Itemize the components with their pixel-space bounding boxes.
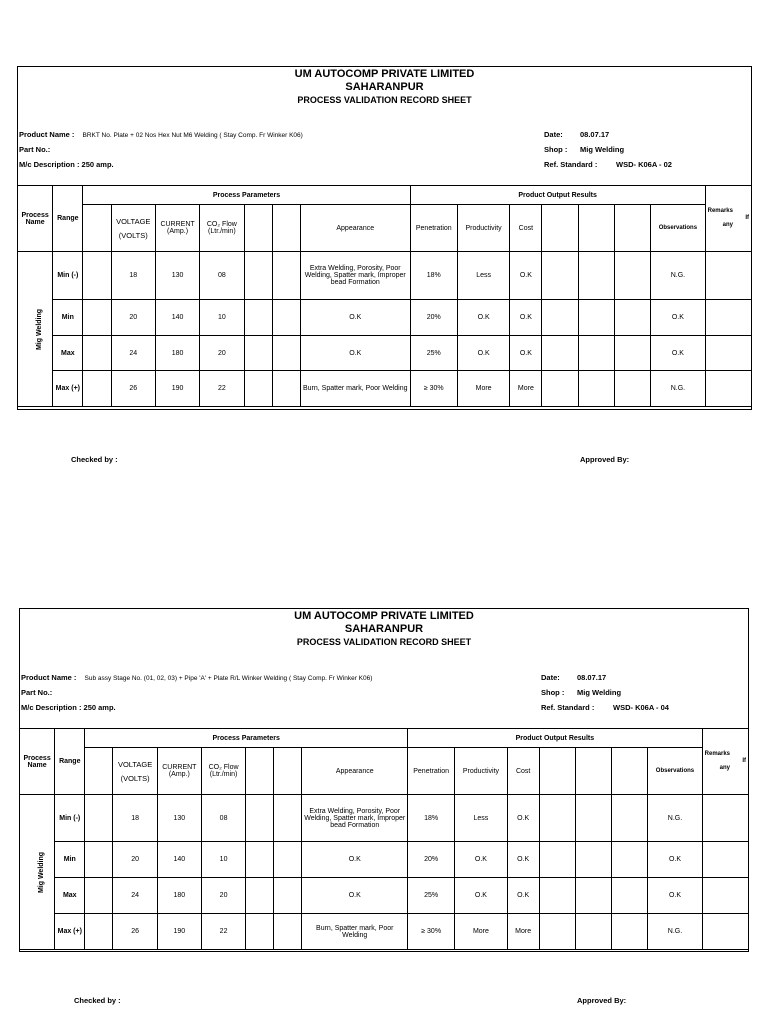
mc-description-label: M/c Description bbox=[19, 160, 75, 169]
cost-cell: O.K bbox=[510, 300, 542, 336]
shop-label: Shop : bbox=[541, 688, 565, 697]
blank-output-cell bbox=[575, 748, 611, 795]
co2-cell: 08 bbox=[200, 252, 244, 300]
shop-value: Mig Welding bbox=[577, 688, 622, 697]
blank-output-cell bbox=[612, 748, 648, 795]
current-cell: 190 bbox=[155, 371, 199, 407]
productivity-cell: More bbox=[457, 371, 509, 407]
process-name-header: Process Name bbox=[18, 186, 53, 252]
penetration-cell: 25% bbox=[408, 878, 455, 914]
penetration-cell: 20% bbox=[410, 300, 457, 336]
range-cell: Min (-) bbox=[55, 795, 85, 842]
observation-cell: O.K bbox=[651, 300, 705, 336]
co2-cell: 22 bbox=[200, 371, 244, 407]
ref-standard-label: Ref. Standard : bbox=[544, 160, 598, 169]
voltage-cell: 20 bbox=[113, 842, 157, 878]
observations-header: Observations bbox=[648, 748, 702, 795]
product-name-row bbox=[19, 130, 303, 139]
city-name: SAHARANPUR bbox=[345, 81, 424, 93]
blank-param-cell bbox=[83, 205, 111, 252]
observation-cell: N.G. bbox=[651, 252, 705, 300]
range-cell: Max bbox=[53, 336, 83, 371]
process-name-cell: Mig Welding bbox=[20, 795, 55, 950]
product-output-header: Product Output Results bbox=[410, 186, 705, 205]
current-cell: 140 bbox=[155, 300, 199, 336]
table-row bbox=[18, 371, 752, 407]
penetration-cell: ≥ 30% bbox=[410, 371, 457, 407]
cost-cell: More bbox=[507, 914, 539, 950]
observation-cell: O.K bbox=[648, 842, 702, 878]
date-value: 08.07.17 bbox=[577, 673, 607, 682]
range-cell: Max bbox=[55, 878, 85, 914]
approved-by-label: Approved By: bbox=[580, 455, 630, 464]
range-cell: Max (+) bbox=[53, 371, 83, 407]
range-cell: Min bbox=[53, 300, 83, 336]
voltage-cell: 26 bbox=[113, 914, 157, 950]
voltage-cell: 18 bbox=[113, 795, 157, 842]
appearance-cell: Extra Welding, Porosity, Poor Welding, Spatter mark, Improper bead Formation bbox=[302, 795, 408, 842]
observation-cell: N.G. bbox=[648, 914, 702, 950]
penetration-header: Penetration bbox=[410, 205, 457, 252]
penetration-cell: 20% bbox=[408, 842, 455, 878]
checked-by-label: Checked by : bbox=[71, 455, 118, 464]
observation-cell: N.G. bbox=[651, 371, 705, 407]
part-no-label: Part No.: bbox=[19, 145, 51, 154]
blank-param-cell bbox=[85, 748, 113, 795]
co2-cell: 10 bbox=[200, 300, 244, 336]
appearance-cell: Burn, Spatter mark, Poor Welding bbox=[302, 914, 408, 950]
observation-cell: N.G. bbox=[648, 795, 702, 842]
shop-value: Mig Welding bbox=[580, 145, 625, 154]
voltage-cell: 24 bbox=[111, 336, 155, 371]
product-name-value: BRKT No. Plate + 02 Nos Hex Nut M6 Welding ( Stay Comp. Fr Winker K06) bbox=[82, 132, 303, 139]
checked-by-label: Checked by : bbox=[74, 996, 121, 1005]
appearance-cell: O.K bbox=[302, 878, 408, 914]
current-cell: 190 bbox=[157, 914, 201, 950]
cost-cell: O.K bbox=[507, 842, 539, 878]
range-header: Range bbox=[55, 729, 85, 795]
appearance-cell: O.K bbox=[302, 842, 408, 878]
voltage-header: VOLTAGE (VOLTS) bbox=[113, 748, 157, 795]
penetration-header: Penetration bbox=[408, 748, 455, 795]
productivity-cell: O.K bbox=[455, 878, 507, 914]
part-no-label: Part No.: bbox=[21, 688, 53, 697]
city-name: SAHARANPUR bbox=[344, 623, 424, 635]
validation-table bbox=[17, 185, 752, 407]
table-row bbox=[18, 252, 752, 300]
ref-standard-value: WSD- K06A - 04 bbox=[613, 703, 669, 712]
voltage-cell: 20 bbox=[111, 300, 155, 336]
productivity-cell: O.K bbox=[457, 336, 509, 371]
productivity-cell: Less bbox=[457, 252, 509, 300]
shop-label: Shop : bbox=[544, 145, 568, 154]
remarks-header: Remarks If any bbox=[705, 186, 751, 252]
range-cell: Min (-) bbox=[53, 252, 83, 300]
table-row bbox=[20, 878, 749, 914]
current-header: CURRENT (Amp.) bbox=[155, 205, 199, 252]
productivity-header: Productivity bbox=[457, 205, 509, 252]
observation-cell: O.K bbox=[648, 878, 702, 914]
sheet-title: PROCESS VALIDATION RECORD SHEET bbox=[296, 637, 472, 647]
appearance-header: Appearance bbox=[300, 205, 410, 252]
current-header: CURRENT (Amp.) bbox=[157, 748, 201, 795]
cost-cell: O.K bbox=[510, 336, 542, 371]
date-value: 08.07.17 bbox=[580, 130, 610, 139]
productivity-cell: More bbox=[455, 914, 507, 950]
cost-cell: O.K bbox=[507, 878, 539, 914]
table-row bbox=[20, 795, 749, 842]
mc-description-label: M/c Description bbox=[21, 703, 77, 712]
current-cell: 180 bbox=[155, 336, 199, 371]
observations-header: Observations bbox=[651, 205, 705, 252]
penetration-cell: 25% bbox=[410, 336, 457, 371]
productivity-header: Productivity bbox=[455, 748, 507, 795]
penetration-cell: 18% bbox=[408, 795, 455, 842]
productivity-cell: Less bbox=[455, 795, 507, 842]
blank-param-cell bbox=[274, 748, 302, 795]
table-row bbox=[18, 300, 752, 336]
mc-description-row bbox=[19, 160, 114, 169]
record-sheet-1 bbox=[17, 66, 752, 410]
mc-description-row bbox=[21, 703, 116, 712]
co2-flow-header: CO₂ Flow (Ltr./min) bbox=[201, 748, 245, 795]
voltage-cell: 26 bbox=[111, 371, 155, 407]
voltage-cell: 18 bbox=[111, 252, 155, 300]
product-name-label: Product Name : bbox=[19, 130, 75, 139]
voltage-cell: 24 bbox=[113, 878, 157, 914]
range-header: Range bbox=[53, 186, 83, 252]
blank-param-cell bbox=[272, 205, 300, 252]
penetration-cell: 18% bbox=[410, 252, 457, 300]
voltage-header: VOLTAGE (VOLTS) bbox=[111, 205, 155, 252]
observation-cell: O.K bbox=[651, 336, 705, 371]
date-label: Date: bbox=[544, 130, 563, 139]
current-cell: 130 bbox=[157, 795, 201, 842]
productivity-cell: O.K bbox=[457, 300, 509, 336]
appearance-cell: Extra Welding, Porosity, Poor Welding, Spatter mark, Improper bead Formation bbox=[300, 252, 410, 300]
mc-description-value: : 250 amp. bbox=[76, 160, 114, 169]
co2-flow-header: CO₂ Flow (Ltr./min) bbox=[200, 205, 244, 252]
co2-cell: 22 bbox=[201, 914, 245, 950]
blank-output-cell bbox=[539, 748, 575, 795]
range-cell: Min bbox=[55, 842, 85, 878]
table-row bbox=[20, 914, 749, 950]
appearance-cell: Burn, Spatter mark, Poor Welding bbox=[300, 371, 410, 407]
current-cell: 140 bbox=[157, 842, 201, 878]
cost-cell: O.K bbox=[510, 252, 542, 300]
blank-output-cell bbox=[578, 205, 614, 252]
ref-standard-value: WSD- K06A - 02 bbox=[616, 160, 672, 169]
sheet-title: PROCESS VALIDATION RECORD SHEET bbox=[297, 95, 472, 105]
current-cell: 130 bbox=[155, 252, 199, 300]
co2-cell: 10 bbox=[201, 842, 245, 878]
penetration-cell: ≥ 30% bbox=[408, 914, 455, 950]
company-name: UM AUTOCOMP PRIVATE LIMITED bbox=[294, 68, 475, 80]
record-sheet-2 bbox=[19, 608, 749, 952]
co2-cell: 20 bbox=[201, 878, 245, 914]
cost-header: Cost bbox=[507, 748, 539, 795]
appearance-cell: O.K bbox=[300, 336, 410, 371]
product-name-label: Product Name : bbox=[21, 673, 77, 682]
table-row bbox=[18, 336, 752, 371]
product-output-header: Product Output Results bbox=[408, 729, 703, 748]
mc-description-value: : 250 amp. bbox=[78, 703, 116, 712]
remarks-header: Remarks If any bbox=[702, 729, 748, 795]
range-cell: Max (+) bbox=[55, 914, 85, 950]
validation-table bbox=[19, 728, 749, 950]
product-name-row bbox=[21, 673, 372, 682]
co2-cell: 20 bbox=[200, 336, 244, 371]
ref-standard-label: Ref. Standard : bbox=[541, 703, 595, 712]
cost-cell: O.K bbox=[507, 795, 539, 842]
productivity-cell: O.K bbox=[455, 842, 507, 878]
company-name: UM AUTOCOMP PRIVATE LIMITED bbox=[294, 610, 474, 622]
table-row bbox=[20, 842, 749, 878]
cost-header: Cost bbox=[510, 205, 542, 252]
blank-param-cell bbox=[244, 205, 272, 252]
co2-cell: 08 bbox=[201, 795, 245, 842]
appearance-cell: O.K bbox=[300, 300, 410, 336]
process-parameters-header: Process Parameters bbox=[83, 186, 410, 205]
process-name-cell: Mig Welding bbox=[18, 252, 53, 407]
current-cell: 180 bbox=[157, 878, 201, 914]
date-label: Date: bbox=[541, 673, 560, 682]
approved-by-label: Approved By: bbox=[577, 996, 627, 1005]
process-name-header: Process Name bbox=[20, 729, 55, 795]
cost-cell: More bbox=[510, 371, 542, 407]
blank-param-cell bbox=[246, 748, 274, 795]
appearance-header: Appearance bbox=[302, 748, 408, 795]
product-name-value: Sub assy Stage No. (01, 02, 03) + Pipe 'A' + Plate R/L Winker Welding ( Stay Comp. Fr Winker K06) bbox=[84, 675, 373, 682]
blank-output-cell bbox=[542, 205, 578, 252]
process-parameters-header: Process Parameters bbox=[85, 729, 408, 748]
blank-output-cell bbox=[614, 205, 650, 252]
